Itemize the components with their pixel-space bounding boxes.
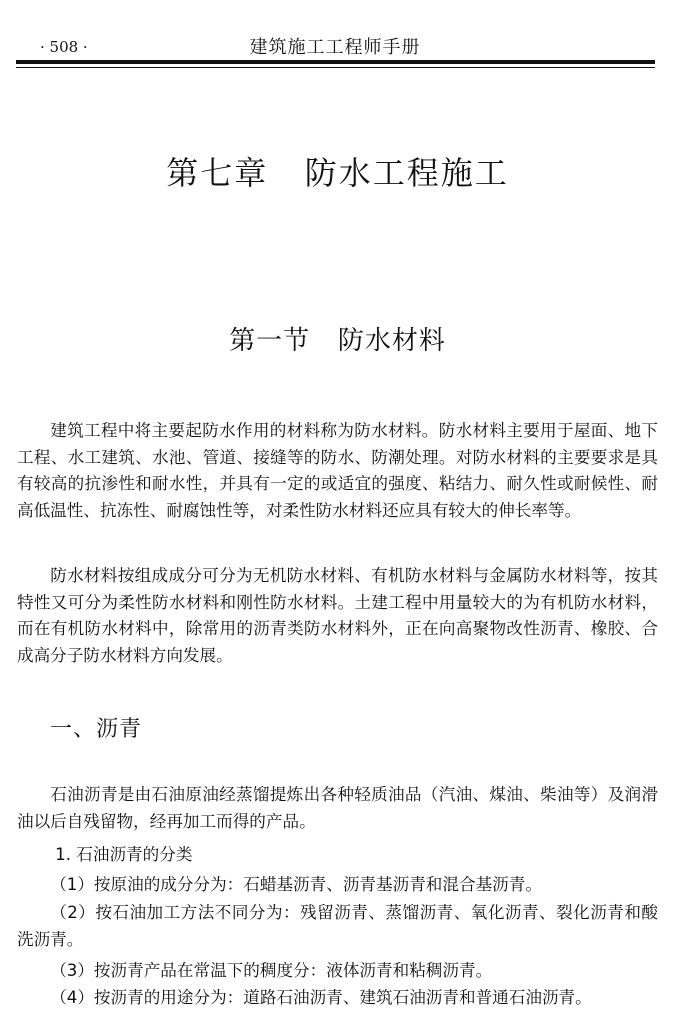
item-heading: 1. 石油沥青的分类 (55, 845, 193, 864)
section-title: 第一节 防水材料 (229, 326, 446, 356)
paragraph-2: 防水材料按组成成分可分为无机防水材料、有机防水材料与金属防水材料等，按其特性又可分为柔性防水材料和刚性防水材料。土建工程中用量较大的为有机防水材料，而在有机防水材料中，除常用的沥青类防水材料外，正在向高聚物改性沥青、橡胶、合成高分子防水材料方向发展。 (17, 566, 658, 665)
list-item: （1）按原油的成分分为：石蜡基沥青、沥青基沥青和混合基沥青。 (50, 875, 542, 894)
list-item: （3）按沥青产品在常温下的稠度分：液体沥青和粘稠沥青。 (50, 961, 493, 980)
list-item: （2）按石油加工方法不同分为：残留沥青、蒸馏沥青、氧化沥青、裂化沥青和酸洗沥青。 (17, 903, 658, 949)
subsection-title: 一、沥青 (50, 717, 143, 742)
subsection-intro: 石油沥青是由石油原油经蒸馏提炼出各种轻质油品（汽油、煤油、柴油等）及润滑油以后自残留物，经再加工而得的产品。 (17, 785, 658, 831)
page-header (16, 30, 654, 60)
header-rule-thin (16, 67, 655, 68)
paragraph-1: 建筑工程中将主要起防水作用的材料称为防水材料。防水材料主要用于屋面、地下工程、水工建筑、水池、管道、接缝等的防水、防潮处理。对防水材料的主要要求是具有较高的抗渗性和耐水性，并具有一定的或适宜的强度、粘结力、耐久性或耐候性、耐高低温性、抗冻性、耐腐蚀性等，对柔性防水材料还应具有较大的伸长率等。 (17, 421, 658, 520)
book-title: 建筑施工工程师手册 (249, 37, 421, 58)
page-number: · 508 · (40, 38, 88, 56)
header-rule-thick (16, 60, 655, 64)
chapter-title: 第七章 防水工程施工 (166, 154, 509, 192)
list-item: （4）按沥青的用途分为：道路石油沥青、建筑石油沥青和普通石油沥青。 (50, 988, 592, 1007)
